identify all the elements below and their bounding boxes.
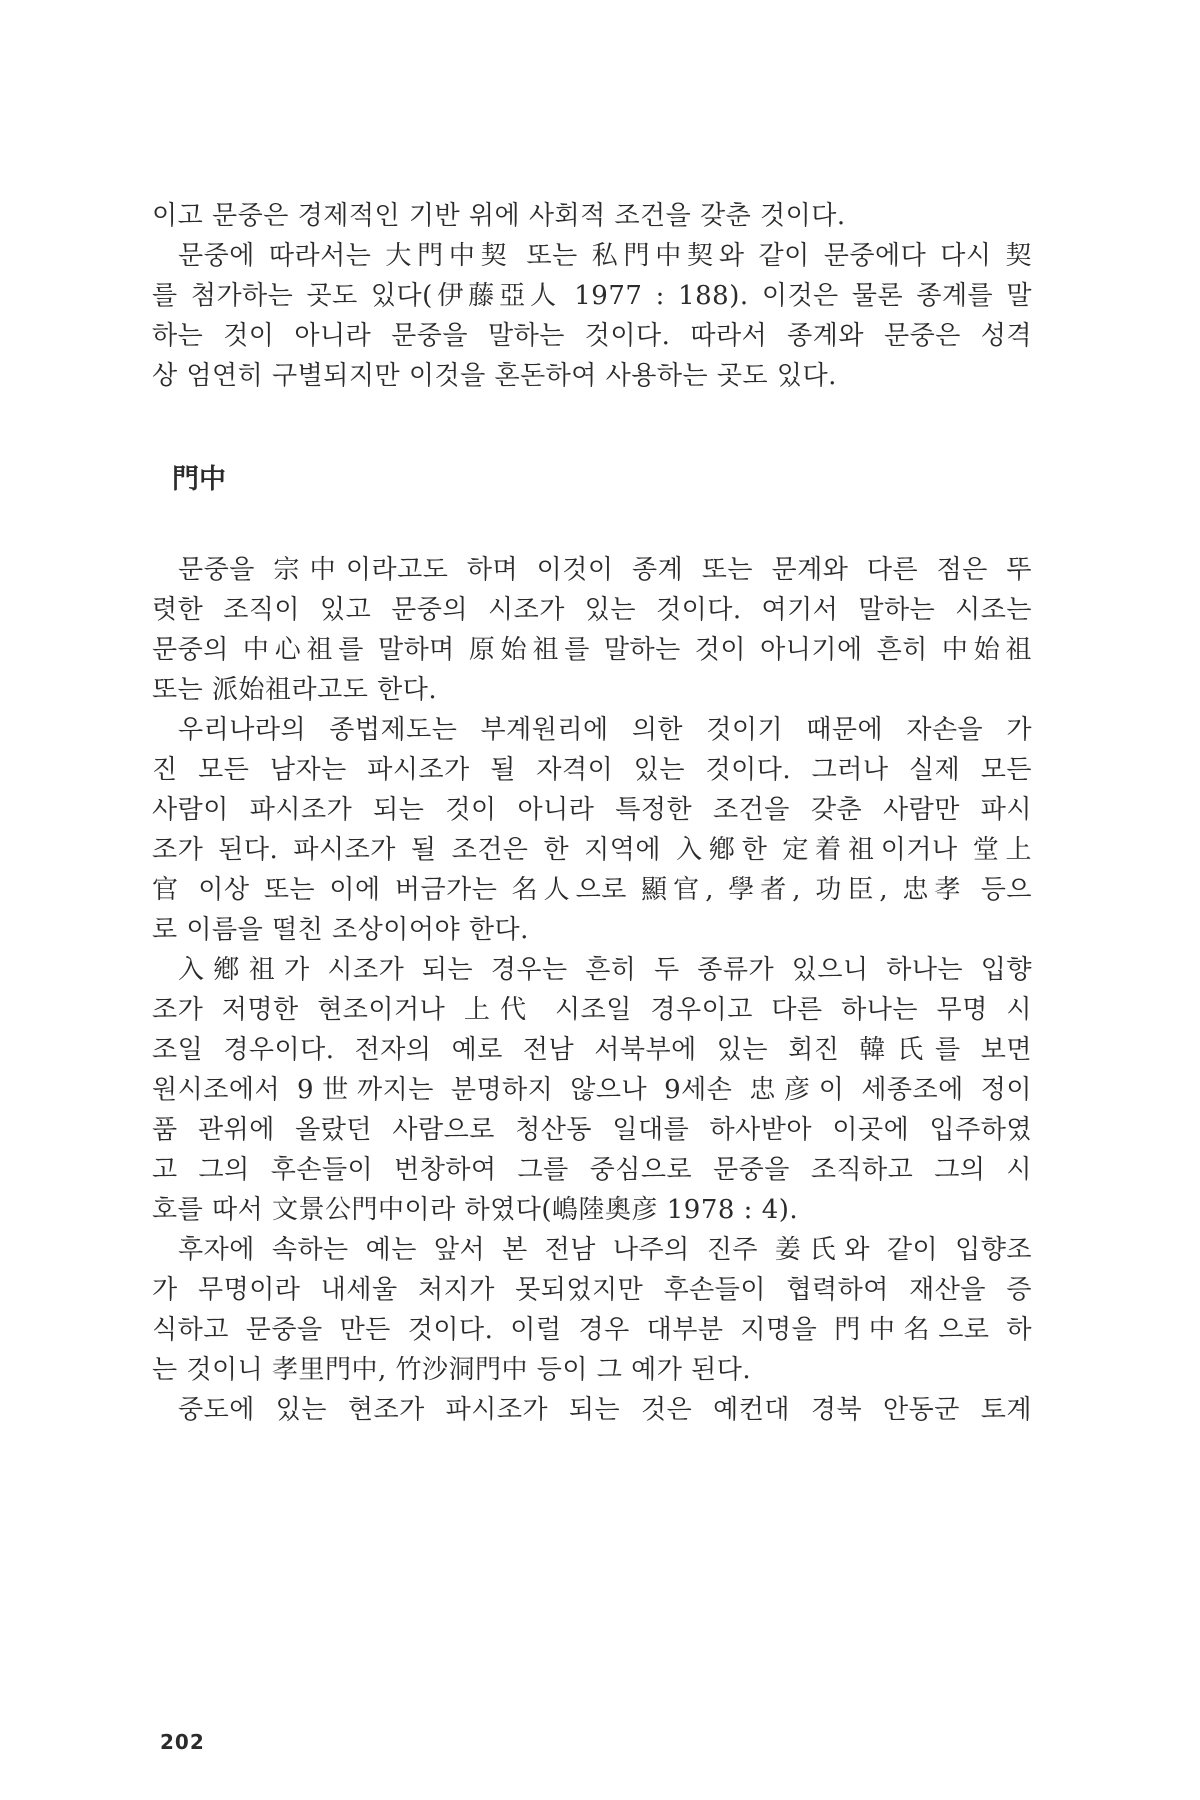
text-line: 官 이상 또는 이에 버금가는 名人으로 顯官, 學者, 功臣, 忠孝 등으 (152, 875, 1032, 905)
text-line: 진 모든 남자는 파시조가 될 자격이 있는 것이다. 그러나 실제 모든 (152, 755, 1032, 785)
text-line: 렷한 조직이 있고 문중의 시조가 있는 것이다. 여기서 말하는 시조는 (152, 595, 1032, 625)
section-heading: 門中 (172, 464, 226, 495)
text-line: 를 첨가하는 곳도 있다(伊藤亞人 1977 : 188). 이것은 물론 종계를 말 (152, 281, 1032, 311)
text-line: 중도에 있는 현조가 파시조가 되는 것은 예컨대 경북 안동군 토계 (178, 1395, 1032, 1425)
text-line: 원시조에서 9世까지는 분명하지 않으나 9세손 忠彦이 세종조에 정이 (152, 1075, 1032, 1105)
body-text-top (152, 196, 1032, 396)
text-line: 문중에 따라서는 大門中契 또는 私門中契와 같이 문중에다 다시 契 (178, 241, 1032, 271)
paragraph (152, 236, 1032, 396)
text-line: 우리나라의 종법제도는 부계원리에 의한 것이기 때문에 자손을 가 (178, 715, 1032, 745)
text-line: 조가 저명한 현조이거나 上代 시조일 경우이고 다른 하나는 무명 시 (152, 995, 1032, 1025)
text-line: 상 엄연히 구별되지만 이것을 혼돈하여 사용하는 곳도 있다. (152, 361, 837, 391)
text-line: 후자에 속하는 예는 앞서 본 전남 나주의 진주 姜氏와 같이 입향조 (178, 1235, 1032, 1265)
text-line: 가 무명이라 내세울 처지가 못되었지만 후손들이 협력하여 재산을 증 (152, 1275, 1032, 1305)
text-line: 는 것이니 孝里門中, 竹沙洞門中 등이 그 예가 된다. (152, 1355, 752, 1385)
paragraph (152, 1390, 1032, 1430)
paragraph (152, 196, 1032, 236)
text-line: 문중을 宗中이라고도 하며 이것이 종계 또는 문계와 다른 점은 뚜 (178, 555, 1032, 585)
text-line: 사람이 파시조가 되는 것이 아니라 특정한 조건을 갖춘 사람만 파시 (152, 795, 1032, 825)
text-line: 품 관위에 올랐던 사람으로 청산동 일대를 하사받아 이곳에 입주하였 (152, 1115, 1032, 1145)
paragraph (152, 1230, 1032, 1390)
text-line: 조일 경우이다. 전자의 예로 전남 서북부에 있는 회진 韓氏를 보면 (152, 1035, 1032, 1065)
text-line: 조가 된다. 파시조가 될 조건은 한 지역에 入鄕한 定着祖이거나 堂上 (152, 835, 1032, 865)
text-line: 고 그의 후손들이 번창하여 그를 중심으로 문중을 조직하고 그의 시 (152, 1155, 1032, 1185)
text-line: 또는 派始祖라고도 한다. (152, 675, 438, 705)
text-line: 문중의 中心祖를 말하며 原始祖를 말하는 것이 아니기에 흔히 中始祖 (152, 635, 1032, 665)
text-line: 로 이름을 떨친 조상이어야 한다. (152, 915, 529, 945)
paragraph (152, 950, 1032, 1230)
body-text-bottom (152, 550, 1032, 1430)
text-line: 호를 따서 文景公門中이라 하였다(嶋陸奧彦 1978 : 4). (152, 1195, 799, 1225)
text-line: 하는 것이 아니라 문중을 말하는 것이다. 따라서 종계와 문중은 성격 (152, 321, 1032, 351)
text-line: 이고 문중은 경제적인 기반 위에 사회적 조건을 갖춘 것이다. (152, 201, 846, 231)
text-line: 식하고 문중을 만든 것이다. 이럴 경우 대부분 지명을 門中名으로 하 (152, 1315, 1032, 1345)
page-number: 202 (160, 1730, 205, 1754)
text-line: 入鄕祖가 시조가 되는 경우는 흔히 두 종류가 있으니 하나는 입향 (178, 955, 1032, 985)
paragraph (152, 550, 1032, 710)
paragraph (152, 710, 1032, 950)
